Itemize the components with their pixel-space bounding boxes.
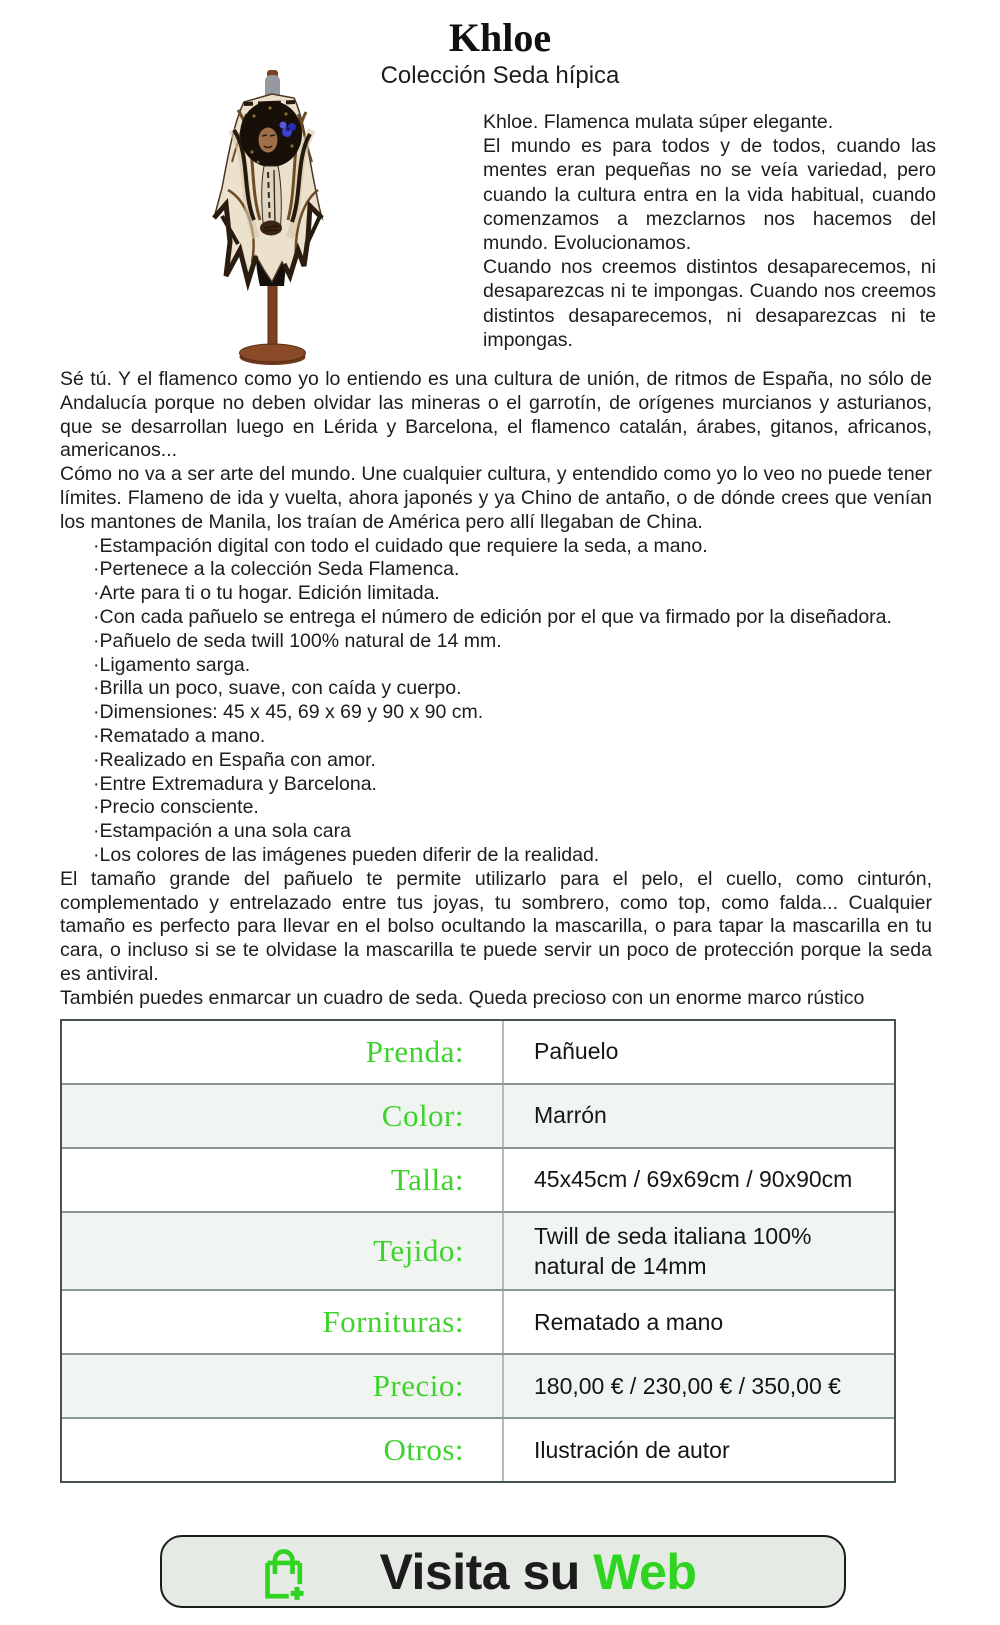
- bullet-item: · Precio consciente.: [93, 796, 932, 820]
- row-label: Talla:: [390, 1161, 464, 1197]
- table-row: [62, 1291, 894, 1355]
- table-row: [62, 1419, 894, 1481]
- intro-paragraph-3: Cuando nos creemos distintos desaparecemos, ni desaparezcas ni te impongas. Cuando nos creemos distintos desaparecemos, ni desaparezcas ni te impongas.: [483, 256, 936, 351]
- bullet-item: · Arte para ti o tu hogar. Edición limitada.: [93, 582, 932, 606]
- bullet-item: · Pañuelo de seda twill 100% natural de 14 mm.: [93, 630, 932, 654]
- table-row: [62, 1355, 894, 1419]
- bullet-item: · Ligamento sarga.: [93, 654, 932, 678]
- row-label: Prenda:: [365, 1033, 464, 1069]
- table-row: [62, 1085, 894, 1149]
- bullet-item: · Brilla un poco, suave, con caída y cuerpo.: [93, 677, 932, 701]
- row-label: Tejido:: [373, 1232, 464, 1268]
- row-value: Rematado a mano: [502, 1291, 894, 1353]
- row-label: Fornituras:: [322, 1304, 464, 1340]
- bullet-item: · Dimensiones: 45 x 45, 69 x 69 y 90 x 90 cm.: [93, 701, 932, 725]
- bullet-item: · Realizado en España con amor.: [93, 749, 932, 773]
- cta-text-highlight: Web: [593, 1543, 697, 1600]
- bullet-item: · Rematado a mano.: [93, 725, 932, 749]
- row-value: Marrón: [502, 1085, 894, 1147]
- intro-text: [483, 110, 936, 352]
- row-value: 45x45cm / 69x69cm / 90x90cm: [502, 1149, 894, 1211]
- row-value: Twill de seda italiana 100% natural de 14mm: [502, 1213, 894, 1290]
- table-row: [62, 1213, 894, 1292]
- row-value: Ilustración de autor: [502, 1419, 894, 1481]
- bullet-item: · Estampación a una sola cara: [93, 820, 932, 844]
- page-subtitle: Colección Seda hípica: [380, 62, 620, 89]
- bullet-item: · Con cada pañuelo se entrega el número de edición por el que va firmado por la diseñadora.: [93, 606, 932, 630]
- mannequin-pole: [268, 275, 277, 351]
- spec-table: [60, 1019, 896, 1484]
- body-paragraph-2: Cómo no va a ser arte del mundo. Une cualquier cultura, y entendido como yo lo veo no puede tener límites. Flameno de ida y vuelta, ahora japonés y ya Chino de antaño, o de dónde crees que venían los mantones de Manila, los traían de América pero allí llegaban de China.: [60, 463, 932, 533]
- row-value: Pañuelo: [502, 1021, 894, 1083]
- bullet-item: · Pertenece a la colección Seda Flamenca.: [93, 558, 932, 582]
- product-photo: [198, 70, 363, 368]
- cta-label: [310, 1543, 697, 1600]
- body-paragraph-1: Sé tú. Y el flamenco como yo lo entiendo es una cultura de unión, de ritmos de España, no sólo de Andalucía porque no deben olvidar las mineras o el garrotín, de orígenes murcianos y asturianos, que se desarrollan luego en Lérida y Barcelona, el flamenco catalán, árabes, gitanos, africanos, americanos...: [60, 368, 932, 462]
- table-row: [62, 1149, 894, 1213]
- header: [0, 16, 1000, 90]
- table-row: [62, 1021, 894, 1085]
- intro-paragraph-2: El mundo es para todos y de todos, cuando las mentes eran pequeñas no se veía variedad, pero cuando la cultura entra en la vida habitual, cuando comenzamos a mezclarnos nos hacemos del mundo. Evolucionamos.: [483, 135, 936, 255]
- bullet-item: · Los colores de las imágenes pueden diferir de la realidad.: [93, 844, 932, 868]
- body-paragraph-3: El tamaño grande del pañuelo te permite utilizarlo para el pelo, el cuello, como cinturón, complementado y entrelazado entre tus joyas, tu sombrero, como top, como falda... Cualquier tamaño es perfecto para llevar en el bolso ocultando la mascarilla, o para tapar la mascarilla en tu cara, o incluso si se te olvidase la mascarilla te puede servir un poco de protección porque la seda es antiviral.: [60, 867, 932, 985]
- row-value: 180,00 € / 230,00 € / 350,00 €: [502, 1355, 894, 1417]
- bullet-list: [60, 535, 932, 868]
- row-label: Precio:: [372, 1368, 464, 1404]
- row-label: Color:: [381, 1097, 464, 1133]
- bullet-item: · Estampación digital con todo el cuidado que requiere la seda, a mano.: [93, 535, 932, 559]
- main-content: [60, 368, 932, 1608]
- shopping-bag-plus-icon: [262, 1547, 310, 1601]
- page-title: Khloe: [448, 15, 552, 60]
- bullet-item: · Entre Extremadura y Barcelona.: [93, 773, 932, 797]
- intro-paragraph-1: Khloe. Flamenca mulata súper elegante.: [483, 111, 834, 133]
- body-paragraph-4: También puedes enmarcar un cuadro de seda. Queda precioso con un enorme marco rústico: [60, 986, 865, 1009]
- row-label: Otros:: [383, 1432, 464, 1468]
- cta-text-prefix: Visita su: [379, 1543, 594, 1600]
- visit-web-button[interactable]: [160, 1535, 846, 1608]
